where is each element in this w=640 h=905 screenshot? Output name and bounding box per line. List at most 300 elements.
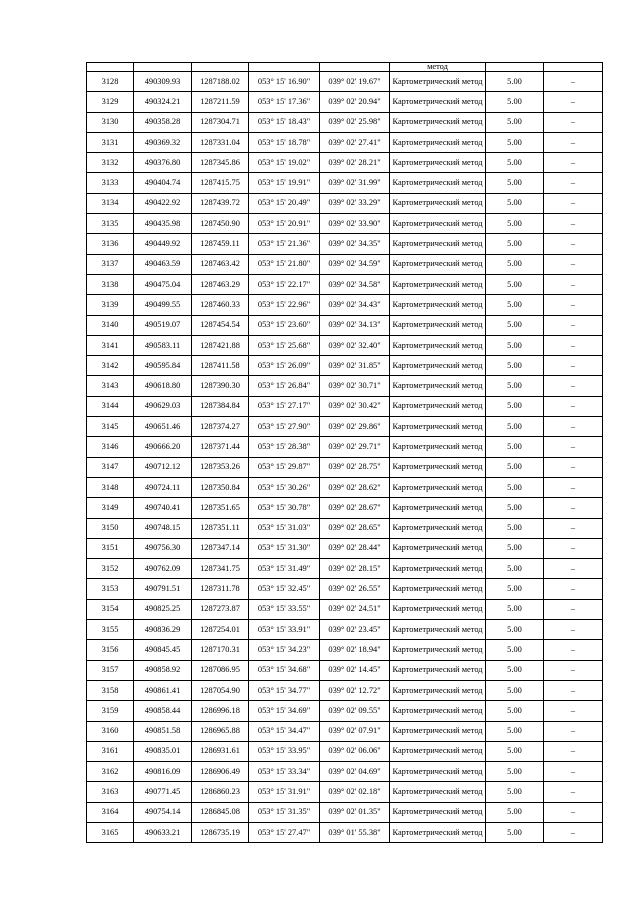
cell-y: 1287170.31 xyxy=(192,640,249,660)
table-row xyxy=(87,701,603,721)
cell-longitude: 039° 02' 33.90" xyxy=(320,214,390,234)
cell-note: – xyxy=(544,559,603,579)
table-row xyxy=(87,741,603,761)
cell-accuracy: 5.00 xyxy=(486,356,544,376)
cell-latitude: 053° 15' 19.91" xyxy=(249,173,320,193)
cell-accuracy: 5.00 xyxy=(486,782,544,802)
cell-y: 1287054.90 xyxy=(192,680,249,700)
cell-method: Картометрический метод xyxy=(390,802,486,822)
cell-number: 3161 xyxy=(87,741,134,761)
cell-x: 490825.25 xyxy=(134,599,192,619)
cell-note: – xyxy=(544,417,603,437)
cell-number: 3146 xyxy=(87,437,134,457)
table-row xyxy=(87,376,603,396)
cell-latitude: 053° 15' 26.09" xyxy=(249,356,320,376)
cell-note: – xyxy=(544,437,603,457)
cell-accuracy: 5.00 xyxy=(486,112,544,132)
cell-y: 1287411.58 xyxy=(192,356,249,376)
cell-number: 3136 xyxy=(87,234,134,254)
cell-method: Картометрический метод xyxy=(390,92,486,112)
cell-x: 490756.30 xyxy=(134,538,192,558)
cell-x: 490463.59 xyxy=(134,254,192,274)
cell-x: 490748.15 xyxy=(134,518,192,538)
table-row xyxy=(87,721,603,741)
cell-accuracy: 5.00 xyxy=(486,335,544,355)
cell-longitude: 039° 02' 30.71" xyxy=(320,376,390,396)
cell-longitude: 039° 02' 28.62" xyxy=(320,477,390,497)
cell-longitude: 039° 02' 33.29" xyxy=(320,193,390,213)
cell-method: Картометрический метод xyxy=(390,538,486,558)
cell-x: 490845.45 xyxy=(134,640,192,660)
cell-note: – xyxy=(544,741,603,761)
cell-x: 490861.41 xyxy=(134,680,192,700)
cell-latitude: 053° 15' 28.38" xyxy=(249,437,320,457)
cell-note: – xyxy=(544,254,603,274)
cell-y: 1287273.87 xyxy=(192,599,249,619)
cell-note: – xyxy=(544,335,603,355)
cell-note: – xyxy=(544,376,603,396)
cell-number: 3143 xyxy=(87,376,134,396)
cell-y: 1286860.23 xyxy=(192,782,249,802)
cell-longitude: 039° 02' 01.35" xyxy=(320,802,390,822)
cell-longitude: 039° 02' 31.99" xyxy=(320,173,390,193)
table-row xyxy=(87,802,603,822)
cell-note: – xyxy=(544,234,603,254)
cell-number: 3157 xyxy=(87,660,134,680)
cell-note: – xyxy=(544,498,603,518)
cell-note: – xyxy=(544,762,603,782)
cell-accuracy: 5.00 xyxy=(486,254,544,274)
table-row xyxy=(87,315,603,335)
table-row xyxy=(87,335,603,355)
cell-note: – xyxy=(544,599,603,619)
cell-y: 1287454.54 xyxy=(192,315,249,335)
table-row xyxy=(87,457,603,477)
cell-note: – xyxy=(544,315,603,335)
cell-note: – xyxy=(544,153,603,173)
cell-method: Картометрический метод xyxy=(390,153,486,173)
cell-accuracy: 5.00 xyxy=(486,173,544,193)
cell-latitude: 053° 15' 34.47" xyxy=(249,721,320,741)
cell-y: 1287384.84 xyxy=(192,396,249,416)
cell-longitude: 039° 02' 28.75" xyxy=(320,457,390,477)
cell-latitude: 053° 15' 21.36" xyxy=(249,234,320,254)
cell-x: 490519.07 xyxy=(134,315,192,335)
cell-latitude: 053° 15' 30.78" xyxy=(249,498,320,518)
cell-note: – xyxy=(544,721,603,741)
cell-method: Картометрический метод xyxy=(390,620,486,640)
table-row xyxy=(87,477,603,497)
cell-method: Картометрический метод xyxy=(390,376,486,396)
cell-longitude: 039° 02' 29.71" xyxy=(320,437,390,457)
cell-y: 1287353.26 xyxy=(192,457,249,477)
cell-x: 490858.92 xyxy=(134,660,192,680)
cell-accuracy: 5.00 xyxy=(486,579,544,599)
cell-accuracy: 5.00 xyxy=(486,153,544,173)
cell-method: Картометрический метод xyxy=(390,680,486,700)
cell-note: – xyxy=(544,518,603,538)
cell-x: 490836.29 xyxy=(134,620,192,640)
cell-y: 1286965.88 xyxy=(192,721,249,741)
cell-accuracy: 5.00 xyxy=(486,680,544,700)
cell-y: 1286931.61 xyxy=(192,741,249,761)
cell-accuracy xyxy=(486,63,544,72)
cell-note: – xyxy=(544,802,603,822)
table-row xyxy=(87,762,603,782)
cell-note: – xyxy=(544,295,603,315)
cell-number: 3147 xyxy=(87,457,134,477)
cell-latitude: 053° 15' 31.35" xyxy=(249,802,320,822)
cell-x: 490618.80 xyxy=(134,376,192,396)
cell-method: Картометрический метод xyxy=(390,721,486,741)
cell-accuracy: 5.00 xyxy=(486,92,544,112)
cell-latitude: 053° 15' 27.47" xyxy=(249,822,320,842)
cell-latitude: 053° 15' 33.34" xyxy=(249,762,320,782)
cell-number: 3153 xyxy=(87,579,134,599)
cell-note: – xyxy=(544,72,603,92)
cell-number: 3133 xyxy=(87,173,134,193)
cell-latitude: 053° 15' 21.80" xyxy=(249,254,320,274)
cell-method: Картометрический метод xyxy=(390,356,486,376)
cell-x: 490771.45 xyxy=(134,782,192,802)
cell-accuracy: 5.00 xyxy=(486,762,544,782)
cell-longitude: 039° 02' 28.67" xyxy=(320,498,390,518)
cell-x: 490376.80 xyxy=(134,153,192,173)
cell-accuracy: 5.00 xyxy=(486,741,544,761)
cell-accuracy: 5.00 xyxy=(486,620,544,640)
cell-longitude: 039° 02' 26.55" xyxy=(320,579,390,599)
cell-number: 3164 xyxy=(87,802,134,822)
cell-method: Картометрический метод xyxy=(390,112,486,132)
cell-longitude: 039° 02' 32.40" xyxy=(320,335,390,355)
cell-accuracy: 5.00 xyxy=(486,518,544,538)
cell-accuracy: 5.00 xyxy=(486,559,544,579)
cell-longitude: 039° 02' 04.69" xyxy=(320,762,390,782)
cell-latitude: 053° 15' 22.17" xyxy=(249,274,320,294)
cell-y: 1287086.95 xyxy=(192,660,249,680)
cell-accuracy: 5.00 xyxy=(486,295,544,315)
cell-longitude xyxy=(320,63,390,72)
cell-note: – xyxy=(544,112,603,132)
cell-longitude: 039° 02' 06.06" xyxy=(320,741,390,761)
cell-y: 1287350.84 xyxy=(192,477,249,497)
table-row xyxy=(87,153,603,173)
table-row xyxy=(87,538,603,558)
cell-accuracy: 5.00 xyxy=(486,417,544,437)
table-row xyxy=(87,254,603,274)
cell-x: 490762.09 xyxy=(134,559,192,579)
cell-number: 3150 xyxy=(87,518,134,538)
cell-accuracy: 5.00 xyxy=(486,72,544,92)
cell-x: 490724.11 xyxy=(134,477,192,497)
cell-latitude: 053° 15' 19.02" xyxy=(249,153,320,173)
cell-note: – xyxy=(544,538,603,558)
cell-latitude: 053° 15' 27.17" xyxy=(249,396,320,416)
table-row xyxy=(87,417,603,437)
cell-y: 1286996.18 xyxy=(192,701,249,721)
cell-method: Картометрический метод xyxy=(390,417,486,437)
cell-longitude: 039° 02' 34.43" xyxy=(320,295,390,315)
table-row xyxy=(87,782,603,802)
cell-longitude: 039° 02' 19.67" xyxy=(320,72,390,92)
cell-y: 1287463.29 xyxy=(192,274,249,294)
cell-number: 3128 xyxy=(87,72,134,92)
cell-x: 490358.28 xyxy=(134,112,192,132)
cell-longitude: 039° 01' 55.38" xyxy=(320,822,390,842)
cell-latitude: 053° 15' 32.45" xyxy=(249,579,320,599)
cell-accuracy: 5.00 xyxy=(486,132,544,152)
cell-latitude: 053° 15' 26.84" xyxy=(249,376,320,396)
cell-x: 490499.55 xyxy=(134,295,192,315)
cell-note: – xyxy=(544,173,603,193)
table-row xyxy=(87,214,603,234)
cell-accuracy: 5.00 xyxy=(486,457,544,477)
cell-x: 490666.20 xyxy=(134,437,192,457)
cell-method: Картометрический метод xyxy=(390,295,486,315)
table-row xyxy=(87,274,603,294)
cell-longitude: 039° 02' 25.98" xyxy=(320,112,390,132)
cell-latitude: 053° 15' 30.26" xyxy=(249,477,320,497)
cell-number: 3129 xyxy=(87,92,134,112)
table-row xyxy=(87,112,603,132)
cell-latitude: 053° 15' 25.68" xyxy=(249,335,320,355)
cell-accuracy: 5.00 xyxy=(486,396,544,416)
cell-x: 490851.58 xyxy=(134,721,192,741)
cell-method: Картометрический метод xyxy=(390,660,486,680)
cell-number: 3139 xyxy=(87,295,134,315)
cell-longitude: 039° 02' 14.45" xyxy=(320,660,390,680)
table-row xyxy=(87,660,603,680)
cell-y: 1286735.19 xyxy=(192,822,249,842)
table-row xyxy=(87,396,603,416)
cell-longitude: 039° 02' 28.21" xyxy=(320,153,390,173)
cell-latitude: 053° 15' 29.87" xyxy=(249,457,320,477)
cell-x: 490369.32 xyxy=(134,132,192,152)
cell-y: 1287351.11 xyxy=(192,518,249,538)
cell-method: Картометрический метод xyxy=(390,396,486,416)
cell-method: Картометрический метод xyxy=(390,701,486,721)
table-row xyxy=(87,620,603,640)
cell-longitude: 039° 02' 30.42" xyxy=(320,396,390,416)
cell-number: 3140 xyxy=(87,315,134,335)
cell-number: 3131 xyxy=(87,132,134,152)
cell-longitude: 039° 02' 27.41" xyxy=(320,132,390,152)
cell-x: 490309.93 xyxy=(134,72,192,92)
cell-longitude: 039° 02' 28.44" xyxy=(320,538,390,558)
cell-note: – xyxy=(544,477,603,497)
cell-longitude: 039° 02' 02.18" xyxy=(320,782,390,802)
table-row xyxy=(87,173,603,193)
cell-y: 1287450.90 xyxy=(192,214,249,234)
cell-y: 1287463.42 xyxy=(192,254,249,274)
table-body xyxy=(87,63,603,843)
cell-latitude: 053° 15' 17.36" xyxy=(249,92,320,112)
cell-latitude: 053° 15' 16.90" xyxy=(249,72,320,92)
cell-method: Картометрический метод xyxy=(390,214,486,234)
cell-number: 3158 xyxy=(87,680,134,700)
cell-accuracy: 5.00 xyxy=(486,721,544,741)
cell-number: 3134 xyxy=(87,193,134,213)
cell-longitude: 039° 02' 20.94" xyxy=(320,92,390,112)
cell-x: 490629.03 xyxy=(134,396,192,416)
cell-y: 1287439.72 xyxy=(192,193,249,213)
cell-x: 490324.21 xyxy=(134,92,192,112)
cell-number: 3165 xyxy=(87,822,134,842)
cell-latitude: 053° 15' 18.78" xyxy=(249,132,320,152)
cell-number: 3135 xyxy=(87,214,134,234)
cell-number: 3156 xyxy=(87,640,134,660)
cell-x: 490404.74 xyxy=(134,173,192,193)
cell-method: Картометрический метод xyxy=(390,274,486,294)
cell-longitude: 039° 02' 34.58" xyxy=(320,274,390,294)
cell-y: 1287304.71 xyxy=(192,112,249,132)
cell-number: 3145 xyxy=(87,417,134,437)
table-row xyxy=(87,132,603,152)
cell-note: – xyxy=(544,660,603,680)
cell-latitude: 053° 15' 27.90" xyxy=(249,417,320,437)
cell-x: 490583.11 xyxy=(134,335,192,355)
cell-number: 3142 xyxy=(87,356,134,376)
cell-method: Картометрический метод xyxy=(390,437,486,457)
cell-longitude: 039° 02' 18.94" xyxy=(320,640,390,660)
cell-number: 3141 xyxy=(87,335,134,355)
cell-accuracy: 5.00 xyxy=(486,599,544,619)
cell-method: Картометрический метод xyxy=(390,234,486,254)
cell-note: – xyxy=(544,782,603,802)
table-row xyxy=(87,193,603,213)
coordinates-table xyxy=(86,62,603,843)
cell-method: Картометрический метод xyxy=(390,254,486,274)
cell-longitude: 039° 02' 31.85" xyxy=(320,356,390,376)
cell-note: – xyxy=(544,274,603,294)
cell-note: – xyxy=(544,680,603,700)
cell-x: 490740.41 xyxy=(134,498,192,518)
cell-latitude: 053° 15' 20.49" xyxy=(249,193,320,213)
table-row-partial xyxy=(87,63,603,72)
cell-longitude: 039° 02' 12.72" xyxy=(320,680,390,700)
table-row xyxy=(87,356,603,376)
cell-latitude: 053° 15' 31.30" xyxy=(249,538,320,558)
cell-note: – xyxy=(544,579,603,599)
cell-number: 3162 xyxy=(87,762,134,782)
cell-y: 1287211.59 xyxy=(192,92,249,112)
cell-accuracy: 5.00 xyxy=(486,234,544,254)
cell-y: 1287421.88 xyxy=(192,335,249,355)
table-row xyxy=(87,599,603,619)
cell-accuracy: 5.00 xyxy=(486,498,544,518)
cell-note: – xyxy=(544,356,603,376)
cell-longitude: 039° 02' 07.91" xyxy=(320,721,390,741)
cell-longitude: 039° 02' 09.55" xyxy=(320,701,390,721)
cell-method: Картометрический метод xyxy=(390,457,486,477)
cell-y: 1287188.02 xyxy=(192,72,249,92)
cell-number: 3132 xyxy=(87,153,134,173)
cell-accuracy: 5.00 xyxy=(486,822,544,842)
cell-method: Картометрический метод xyxy=(390,335,486,355)
cell-number: 3154 xyxy=(87,599,134,619)
cell-note: – xyxy=(544,214,603,234)
cell-x: 490595.84 xyxy=(134,356,192,376)
cell-method: Картометрический метод xyxy=(390,72,486,92)
cell-note: – xyxy=(544,822,603,842)
cell-note xyxy=(544,63,603,72)
cell-longitude: 039° 02' 34.35" xyxy=(320,234,390,254)
cell-note: – xyxy=(544,620,603,640)
cell-y: 1287374.27 xyxy=(192,417,249,437)
cell-accuracy: 5.00 xyxy=(486,274,544,294)
table-row xyxy=(87,498,603,518)
table-row xyxy=(87,559,603,579)
cell-method: Картометрический метод xyxy=(390,477,486,497)
table-row xyxy=(87,437,603,457)
cell-accuracy: 5.00 xyxy=(486,315,544,335)
cell-longitude: 039° 02' 23.45" xyxy=(320,620,390,640)
cell-accuracy: 5.00 xyxy=(486,477,544,497)
cell-number: 3151 xyxy=(87,538,134,558)
cell-x: 490435.98 xyxy=(134,214,192,234)
cell-number: 3159 xyxy=(87,701,134,721)
cell-note: – xyxy=(544,457,603,477)
table-row xyxy=(87,579,603,599)
cell-y: 1287345.86 xyxy=(192,153,249,173)
cell-method: Картометрический метод xyxy=(390,518,486,538)
cell-number: 3149 xyxy=(87,498,134,518)
cell-y: 1287311.78 xyxy=(192,579,249,599)
cell-x xyxy=(134,63,192,72)
cell-y: 1287351.65 xyxy=(192,498,249,518)
cell-accuracy: 5.00 xyxy=(486,214,544,234)
cell-latitude: 053° 15' 31.49" xyxy=(249,559,320,579)
cell-note: – xyxy=(544,640,603,660)
table-row xyxy=(87,92,603,112)
cell-number: 3130 xyxy=(87,112,134,132)
cell-latitude: 053° 15' 18.43" xyxy=(249,112,320,132)
cell-y: 1287347.14 xyxy=(192,538,249,558)
table-row xyxy=(87,680,603,700)
cell-y: 1286906.49 xyxy=(192,762,249,782)
cell-longitude: 039° 02' 28.65" xyxy=(320,518,390,538)
cell-latitude: 053° 15' 23.60" xyxy=(249,315,320,335)
table-row xyxy=(87,518,603,538)
cell-method: Картометрический метод xyxy=(390,315,486,335)
cell-method: Картометрический метод xyxy=(390,599,486,619)
cell-accuracy: 5.00 xyxy=(486,376,544,396)
cell-longitude: 039° 02' 34.59" xyxy=(320,254,390,274)
cell-y xyxy=(192,63,249,72)
cell-longitude: 039° 02' 28.15" xyxy=(320,559,390,579)
cell-latitude: 053° 15' 34.69" xyxy=(249,701,320,721)
cell-accuracy: 5.00 xyxy=(486,660,544,680)
cell-number: 3144 xyxy=(87,396,134,416)
cell-accuracy: 5.00 xyxy=(486,538,544,558)
cell-method: Картометрический метод xyxy=(390,173,486,193)
table-row xyxy=(87,234,603,254)
cell-latitude: 053° 15' 31.03" xyxy=(249,518,320,538)
table-row xyxy=(87,822,603,842)
cell-x: 490816.09 xyxy=(134,762,192,782)
cell-note: – xyxy=(544,396,603,416)
cell-accuracy: 5.00 xyxy=(486,802,544,822)
cell-latitude: 053° 15' 22.96" xyxy=(249,295,320,315)
table-row xyxy=(87,295,603,315)
cell-y: 1287341.75 xyxy=(192,559,249,579)
cell-longitude: 039° 02' 24.51" xyxy=(320,599,390,619)
cell-latitude: 053° 15' 34.23" xyxy=(249,640,320,660)
cell-method: Картометрический метод xyxy=(390,762,486,782)
cell-number: 3160 xyxy=(87,721,134,741)
cell-number: 3155 xyxy=(87,620,134,640)
cell-latitude: 053° 15' 31.91" xyxy=(249,782,320,802)
